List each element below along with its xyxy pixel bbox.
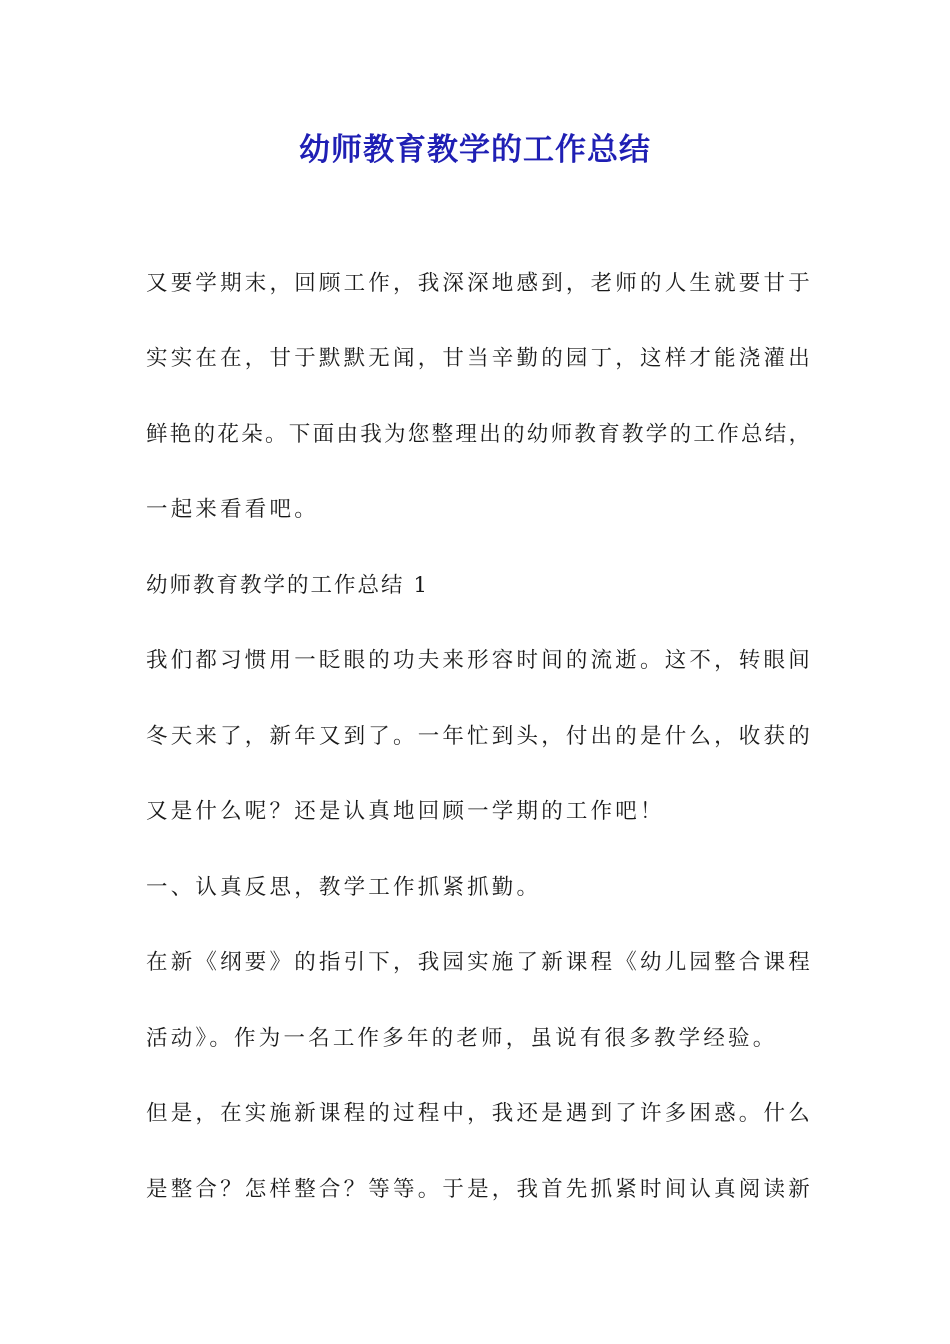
body-line: 但是，在实施新课程的过程中，我还是遇到了许多困惑。什么: [146, 1101, 813, 1126]
section-heading: 幼师教育教学的工作总结 1: [146, 573, 430, 598]
body-line: 我们都习惯用一眨眼的功夫来形容时间的流逝。这不，转眼间: [146, 648, 813, 673]
body-line: 实实在在，甘于默默无闻，甘当辛勤的园丁，这样才能浇灌出: [146, 346, 813, 371]
body-line: 在新《纲要》的指引下，我园实施了新课程《幼儿园整合课程: [146, 950, 813, 975]
body-line: 冬天来了，新年又到了。一年忙到头，付出的是什么，收获的: [146, 724, 813, 749]
document-title: 幼师教育教学的工作总结: [299, 132, 651, 168]
section-heading: 一、认真反思，教学工作抓紧抓勤。: [146, 875, 542, 900]
body-line: 又要学期末，回顾工作，我深深地感到，老师的人生就要甘于: [146, 271, 813, 296]
body-line: 是整合？怎样整合？等等。于是，我首先抓紧时间认真阅读新: [146, 1177, 813, 1202]
body-line: 一起来看看吧。: [146, 497, 319, 522]
body-line: 活动》。作为一名工作多年的老师，虽说有很多教学经验。: [146, 1026, 778, 1051]
body-line: 鲜艳的花朵。下面由我为您整理出的幼师教育教学的工作总结，: [146, 422, 813, 447]
body-line: 又是什么呢？还是认真地回顾一学期的工作吧！: [146, 799, 665, 824]
